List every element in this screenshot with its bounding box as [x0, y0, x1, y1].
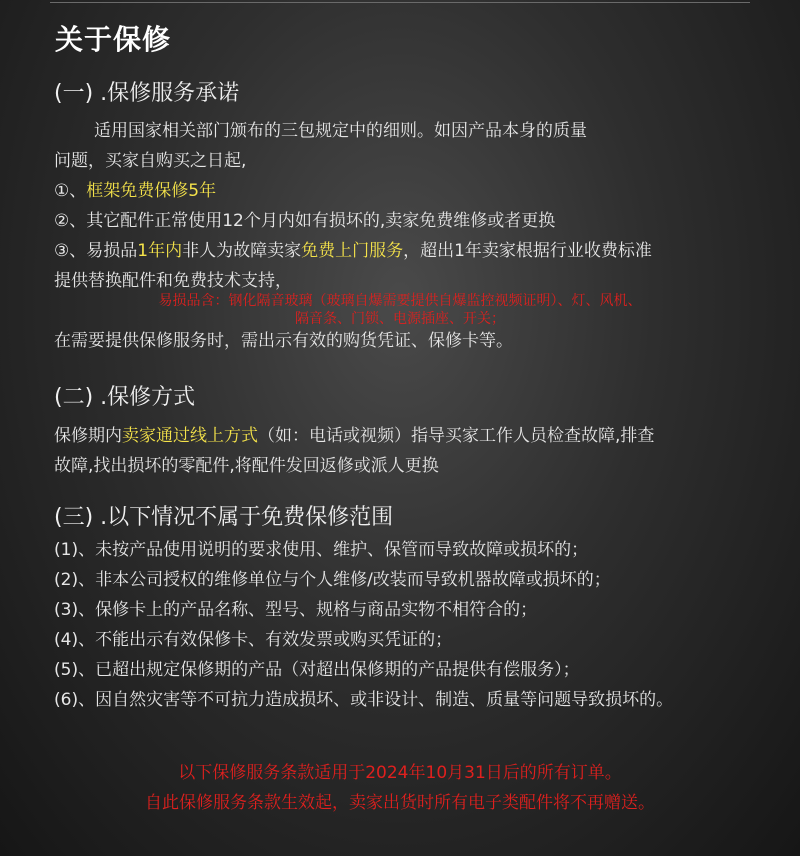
- s1-closing: 在需要提供保修服务时，需出示有效的购货凭证、保修卡等。: [54, 331, 513, 351]
- s3-item-4: (4)、不能出示有效保修卡、有效发票或购买凭证的；: [54, 630, 453, 650]
- s1-item-3-b: 非人为故障卖家: [182, 241, 302, 261]
- s1-intro-line2: 问题，买家自购买之日起,: [54, 151, 247, 171]
- wear-items-note-line2: 隔音条、门锁、电源插座、开关；: [295, 311, 505, 327]
- s2-line1-b: （如：电话或视频）指导买家工作人员检查故障,排查: [258, 426, 655, 446]
- s1-item-1: [54, 176, 216, 201]
- s1-item-1-highlight: 框架免费保修5年: [86, 181, 217, 201]
- section-2-heading: (二) .保修方式: [54, 385, 196, 410]
- s1-item-1-prefix: ①、: [54, 181, 87, 201]
- s3-item-2: (2)、非本公司授权的维修单位与个人维修/改装而导致机器故障或损坏的；: [54, 570, 611, 590]
- page-title: 关于保修: [55, 23, 172, 56]
- s2-line1-a: 保修期内: [54, 426, 122, 446]
- footer-notice-line1: 以下保修服务条款适用于2024年10月31日后的所有订单。: [178, 763, 622, 783]
- s1-item-3-a: ③、易损品: [54, 241, 138, 261]
- wear-items-note-line1: 易损品含：钢化隔音玻璃（玻璃自爆需要提供自爆监控视频证明）、灯、风机、: [158, 293, 642, 309]
- s2-line1: [54, 421, 654, 446]
- s1-item-2: ②、其它配件正常使用12个月内如有损坏的,卖家免费维修或者更换: [54, 211, 556, 231]
- s3-item-1: (1)、未按产品使用说明的要求使用、维护、保管而导致故障或损坏的；: [54, 540, 589, 560]
- s2-line2: 故障,找出损坏的零配件,将配件发回返修或派人更换: [54, 456, 439, 476]
- s1-item-3-c: ，超出1年卖家根据行业收费标准: [403, 241, 652, 261]
- s3-item-6: (6)、因自然灾害等不可抗力造成损坏、或非设计、制造、质量等问题导致损坏的。: [54, 690, 674, 710]
- s1-item-3: [54, 236, 652, 261]
- s1-item-3-line2: 提供替换配件和免费技术支持，: [54, 271, 292, 291]
- top-divider: [50, 2, 750, 3]
- section-1-heading: (一) .保修服务承诺: [54, 81, 240, 106]
- s1-item-3-highlight-1: 1年内: [137, 241, 183, 261]
- s1-intro-line1: 适用国家相关部门颁布的三包规定中的细则。如因产品本身的质量: [94, 121, 587, 141]
- s1-item-3-highlight-2: 免费上门服务: [301, 241, 404, 261]
- s3-item-3: (3)、保修卡上的产品名称、型号、规格与商品实物不相符合的；: [54, 600, 538, 620]
- footer-notice-line2: 自此保修服务条款生效起，卖家出货时所有电子类配件将不再赠送。: [145, 793, 655, 813]
- s3-item-5: (5)、已超出规定保修期的产品（对超出保修期的产品提供有偿服务）；: [54, 660, 580, 680]
- s2-line1-highlight: 卖家通过线上方式: [122, 426, 258, 446]
- section-3-heading: (三) .以下情况不属于免费保修范围: [54, 505, 394, 530]
